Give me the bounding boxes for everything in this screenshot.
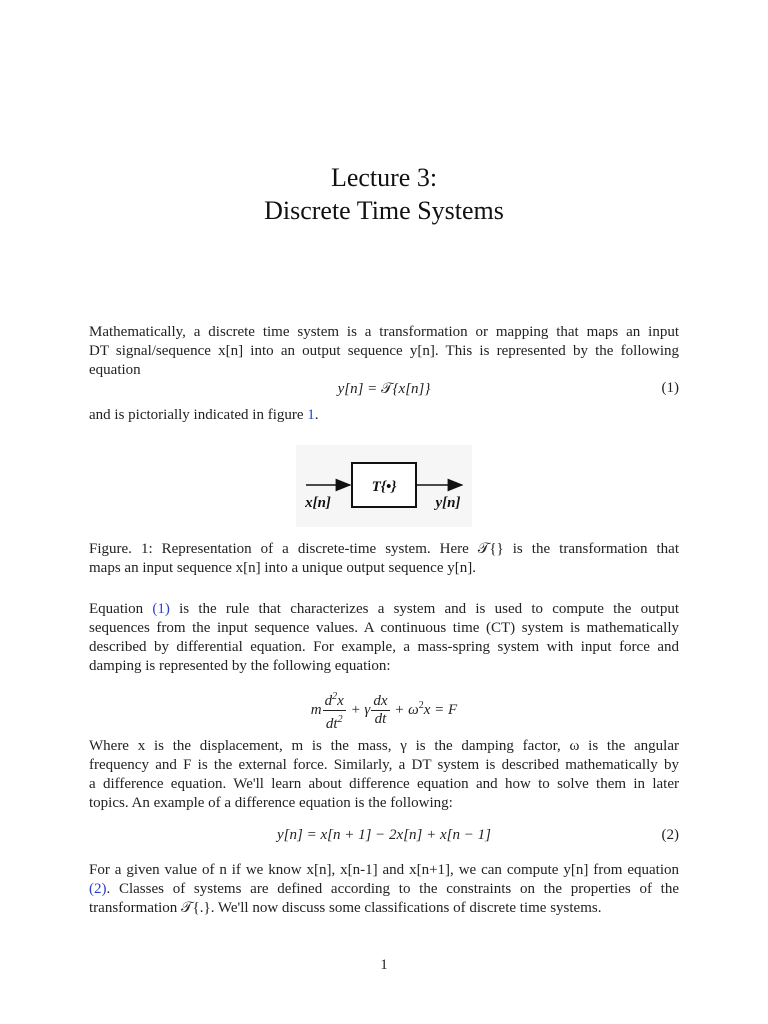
equation-1-rhs: {x[n]} (392, 381, 431, 397)
intro-paragraph (89, 323, 679, 380)
equation-1 (89, 380, 679, 400)
transform-operator: 𝒯 (381, 381, 393, 397)
caption-transform: 𝒯{} (477, 541, 504, 557)
page-number: 1 (380, 957, 388, 973)
paragraph-2: Equation (1) is the rule that characterizes a system and is used to compute the output sequences from the input sequence values. A continuous time (CT) system is mathematically described by differential equation. For example, a mass-spring system with input force and damping is represented by the following equation: (89, 601, 679, 674)
input-label: x[n] (305, 495, 331, 511)
paragraph-3: Where x is the displacement, m is the mass, γ is the damping factor, ω is the angular frequency and F is the external force. Similarly, a DT system is described mathematically by a difference equation. We'll learn about difference equation and how to solve them in later topics. An example of a difference equation is the following: (89, 738, 679, 811)
block-label: T{•} (371, 479, 397, 495)
equation-2-number: (2) (661, 827, 679, 843)
system-block-diagram (296, 445, 472, 527)
intro-line-3: equation (89, 362, 141, 378)
equation-2-link[interactable]: (2) (89, 881, 107, 897)
lecture-title: Discrete Time Systems (264, 196, 504, 225)
mass-spring-equation: m $\frac{d^2x}{dt^2}$ + γ $\frac{dx}{dt}$ + $\omega^2x = F$ (89, 688, 679, 728)
intro-line-1: Mathematically, a discrete time system is a transformation or mapping that maps an input (89, 324, 679, 340)
figure-reference-line: and is pictorially indicated in figure 1. (89, 407, 319, 423)
equation-2-body: y[n] = x[n + 1] − 2x[n] + x[n − 1] (277, 827, 491, 843)
lecture-number: Lecture 3: (330, 163, 438, 192)
transform-operator-dot: 𝒯{.} (181, 900, 211, 916)
paragraph-4: For a given value of n if we know x[n], x[n-1] and x[n+1], we can compute y[n] from equation (2). Classes of systems are defined according to the constraints on the properties of the transformation 𝒯{.}. We'll now discuss some classifications of discrete time systems. (89, 862, 679, 916)
equation-1-number: (1) (661, 380, 679, 396)
equation-1-lhs: y[n] = (337, 381, 382, 397)
equation-1-link[interactable]: (1) (152, 601, 170, 617)
output-label: y[n] (435, 495, 461, 511)
figure-caption: Figure. 1: Representation of a discrete-time system. Here 𝒯{} is the transformation that maps an input sequence x[n] into a unique output sequence y[n]. (89, 541, 680, 576)
figure-1-link[interactable]: 1 (307, 407, 315, 423)
intro-line-2: DT signal/sequence x[n] into an output sequence y[n]. This is represented by the following (89, 343, 679, 359)
equation-1-body (89, 380, 679, 398)
equation-2 (89, 827, 679, 847)
